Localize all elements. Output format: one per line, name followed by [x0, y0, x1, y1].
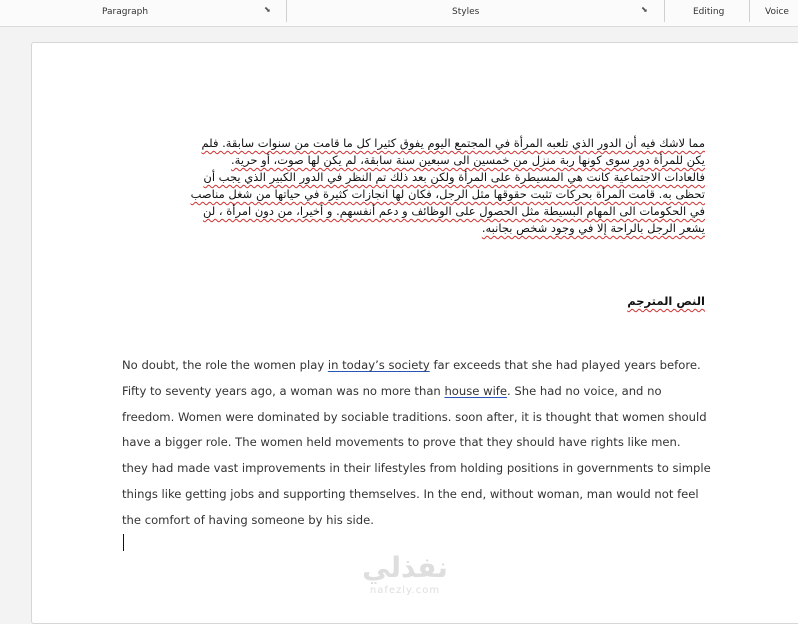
ribbon-group-label: Paragraph — [102, 7, 149, 17]
arabic-line: فالعادات الاجتماعية كانت هي المسيطرة على المرأة ولكن بعد ذلك تم النظر في الدور الكبير الذي يجب أن — [203, 170, 705, 184]
grammar-flagged-phrase[interactable]: in today’s society — [327, 358, 430, 372]
english-line: things like getting jobs and supporting themselves. In the end, without woman, man would not feel — [122, 486, 699, 501]
watermark-latin: nafezly.com — [369, 585, 441, 596]
arabic-line: مما لاشك فيه أن الدور الذي تلعبه المرأة في المجتمع اليوم يفوق كثيرا كل ما قامت من سنوات سابقة. فلم — [201, 136, 705, 150]
heading-text: النص المترجم — [627, 294, 705, 308]
arabic-line: في الحكومات الى المهام البسيطة مثل الحصول على الوظائف و دعم أنفسهم. و أخيرا، من دون امرأة ، لن — [202, 204, 705, 218]
ribbon-group-label: Styles — [452, 7, 480, 17]
ribbon-group-paragraph — [0, 0, 286, 26]
text-cursor — [123, 534, 124, 551]
english-line: they had made vast improvements in their lifestyles from holding positions in governments to simple — [122, 461, 711, 476]
english-line: the comfort of having someone by his side. — [122, 512, 374, 527]
document-page[interactable] — [31, 42, 798, 624]
watermark-arabic: نفذلي — [362, 551, 448, 584]
watermark-logo — [350, 551, 460, 597]
ribbon-group-label: Voice — [765, 7, 789, 17]
ribbon-group-label: Editing — [693, 7, 725, 17]
english-line: No doubt, the role the women play in today’s society far exceeds that she had played years before. — [122, 358, 701, 372]
dialog-launcher-icon[interactable]: ⬊ — [641, 5, 648, 14]
grammar-flagged-phrase[interactable]: house wife — [444, 383, 508, 398]
arabic-source-text[interactable] — [132, 135, 705, 237]
dialog-launcher-icon[interactable]: ⬊ — [264, 5, 271, 14]
ribbon-group-styles — [287, 0, 664, 26]
arabic-line: يكن للمرأة دور سوى كونها ربة منزل من خمسين الى سبعين سنة سابقة، لم يكن لها صوت، أو حرية. — [231, 153, 705, 167]
english-translation-text[interactable] — [122, 353, 712, 534]
translated-text-heading — [592, 294, 705, 308]
english-line: have a bigger role. The women held movements to prove that they should have rights like men. — [122, 435, 681, 450]
ribbon-group-voice — [750, 0, 798, 26]
arabic-line: تحظى به. قامت المرأة بحركات تثبت حقوقها مثل الرجل، فكان لها انجازات كثيرة في حياتها من شغل مناصب — [190, 187, 705, 201]
english-line: Fifty to seventy years ago, a woman was no more than house wife. She had no voice, and no — [122, 383, 662, 398]
english-line: freedom. Women were dominated by sociable traditions. soon after, it is thought that women should — [122, 409, 707, 424]
arabic-line: يشعر الرجل بالراحة إلا في وجود شخص بجانبه. — [481, 221, 705, 235]
ribbon-group-editing — [665, 0, 749, 26]
ribbon — [0, 0, 798, 27]
